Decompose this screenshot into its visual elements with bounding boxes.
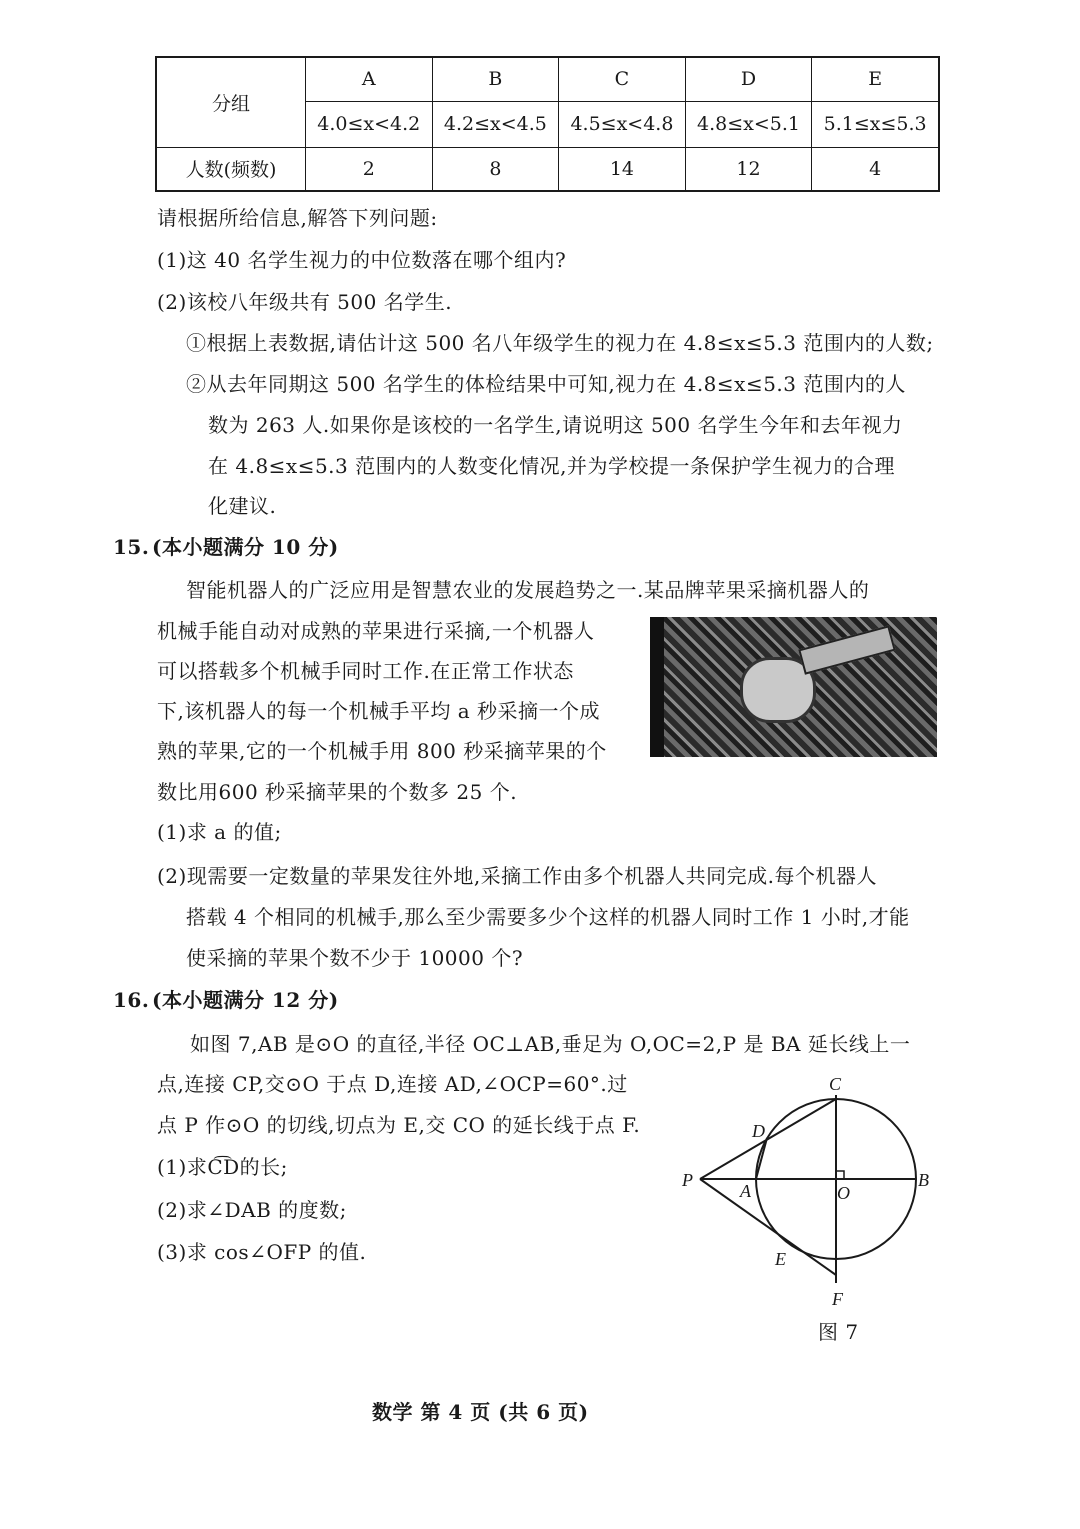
col-range-e: 5.1≤x≤5.3 <box>812 101 939 147</box>
label-b: B <box>918 1170 929 1190</box>
col-count-d: 12 <box>685 147 812 191</box>
col-count-c: 14 <box>559 147 686 191</box>
q15-part2-line2: 搭载 4 个相同的机械手,那么至少需要多少个这样的机器人同时工作 1 小时,才能 <box>186 905 910 929</box>
q15-line2: 机械手能自动对成熟的苹果进行采摘,一个机器人 <box>157 619 595 643</box>
count-header: 人数(频数) <box>156 147 306 191</box>
col-count-e: 4 <box>812 147 939 191</box>
col-letter-b: B <box>432 57 559 101</box>
q14-part2b-line3: 在 4.8≤x≤5.3 范围内的人数变化情况,并为学校提一条保护学生视力的合理 <box>208 454 895 478</box>
col-letter-a: A <box>306 57 433 101</box>
robot-photo <box>650 617 937 757</box>
q15-number: 15. <box>113 535 150 559</box>
q15-line1: 智能机器人的广泛应用是智慧农业的发展趋势之一.某品牌苹果采摘机器人的 <box>186 578 870 602</box>
q14-part2b-line4: 化建议. <box>208 494 277 518</box>
q15-part1: (1)求 a 的值; <box>157 820 282 844</box>
q16-line2: 点,连接 CP,交⊙O 于点 D,连接 AD,∠OCP=60°.过 <box>157 1072 628 1096</box>
line-pc <box>700 1099 836 1179</box>
label-o: O <box>837 1183 850 1203</box>
q14-part2: (2)该校八年级共有 500 名学生. <box>157 290 453 314</box>
q16-line1: 如图 7,AB 是⊙O 的直径,半径 OC⊥AB,垂足为 O,OC=2,P 是 BA 延长线上一 <box>190 1032 911 1056</box>
col-letter-e: E <box>812 57 939 101</box>
q15-line6: 数比用600 秒采摘苹果的个数多 25 个. <box>157 780 518 804</box>
q15-line3: 可以搭载多个机械手同时工作.在正常工作状态 <box>157 659 574 683</box>
q16-line3: 点 P 作⊙O 的切线,切点为 E,交 CO 的延长线于点 F. <box>157 1113 641 1137</box>
robot-arm <box>798 625 896 674</box>
q14-part2a: ①根据上表数据,请估计这 500 名八年级学生的视力在 4.8≤x≤5.3 范围内的人数; <box>186 331 934 355</box>
q16-number: 16. <box>113 988 150 1012</box>
q15-part2-line3: 使采摘的苹果个数不少于 10000 个? <box>186 946 524 970</box>
right-angle-mark <box>836 1171 844 1179</box>
col-count-b: 8 <box>432 147 559 191</box>
frequency-table <box>155 56 940 192</box>
q14-part2b-line2: 数为 263 人.如果你是该校的一名学生,请说明这 500 名学生今年和去年视力 <box>208 413 903 437</box>
q16-part1: (1)求C͡D的长; <box>157 1155 288 1179</box>
photo-border <box>650 617 664 757</box>
group-header: 分组 <box>156 57 306 147</box>
q14-part2b-line1: ②从去年同期这 500 名学生的体检结果中可知,视力在 4.8≤x≤5.3 范围内的人 <box>186 372 906 396</box>
col-range-b: 4.2≤x<4.5 <box>432 101 559 147</box>
label-f: F <box>832 1289 843 1309</box>
label-d: D <box>752 1121 765 1141</box>
q15-line4: 下,该机器人的每一个机械手平均 a 秒采摘一个成 <box>157 699 600 723</box>
page-footer: 数学 第 4 页 (共 6 页) <box>372 1400 589 1424</box>
q16-part2: (2)求∠DAB 的度数; <box>157 1198 347 1222</box>
col-count-a: 2 <box>306 147 433 191</box>
col-letter-c: C <box>559 57 686 101</box>
q15-part2-line1: (2)现需要一定数量的苹果发往外地,采摘工作由多个机器人共同完成.每个机器人 <box>157 864 878 888</box>
q15-line5: 熟的苹果,它的一个机械手用 800 秒采摘苹果的个 <box>157 739 607 763</box>
q14-part1: (1)这 40 名学生视力的中位数落在哪个组内? <box>157 248 567 272</box>
label-a: A <box>740 1181 751 1201</box>
figure-7-diagram <box>670 1065 940 1315</box>
q14-intro: 请根据所给信息,解答下列问题: <box>157 206 438 230</box>
figure-caption: 图 7 <box>818 1320 859 1344</box>
q16-header: (本小题满分 12 分) <box>152 988 339 1012</box>
label-c: C <box>829 1074 842 1094</box>
col-letter-d: D <box>685 57 812 101</box>
label-e: E <box>775 1249 786 1269</box>
col-range-c: 4.5≤x<4.8 <box>559 101 686 147</box>
q16-part3: (3)求 cos∠OFP 的值. <box>157 1240 367 1264</box>
col-range-a: 4.0≤x<4.2 <box>306 101 433 147</box>
col-range-d: 4.8≤x<5.1 <box>685 101 812 147</box>
label-p: P <box>682 1170 693 1190</box>
line-pf <box>700 1179 836 1275</box>
q15-header: (本小题满分 10 分) <box>152 535 339 559</box>
